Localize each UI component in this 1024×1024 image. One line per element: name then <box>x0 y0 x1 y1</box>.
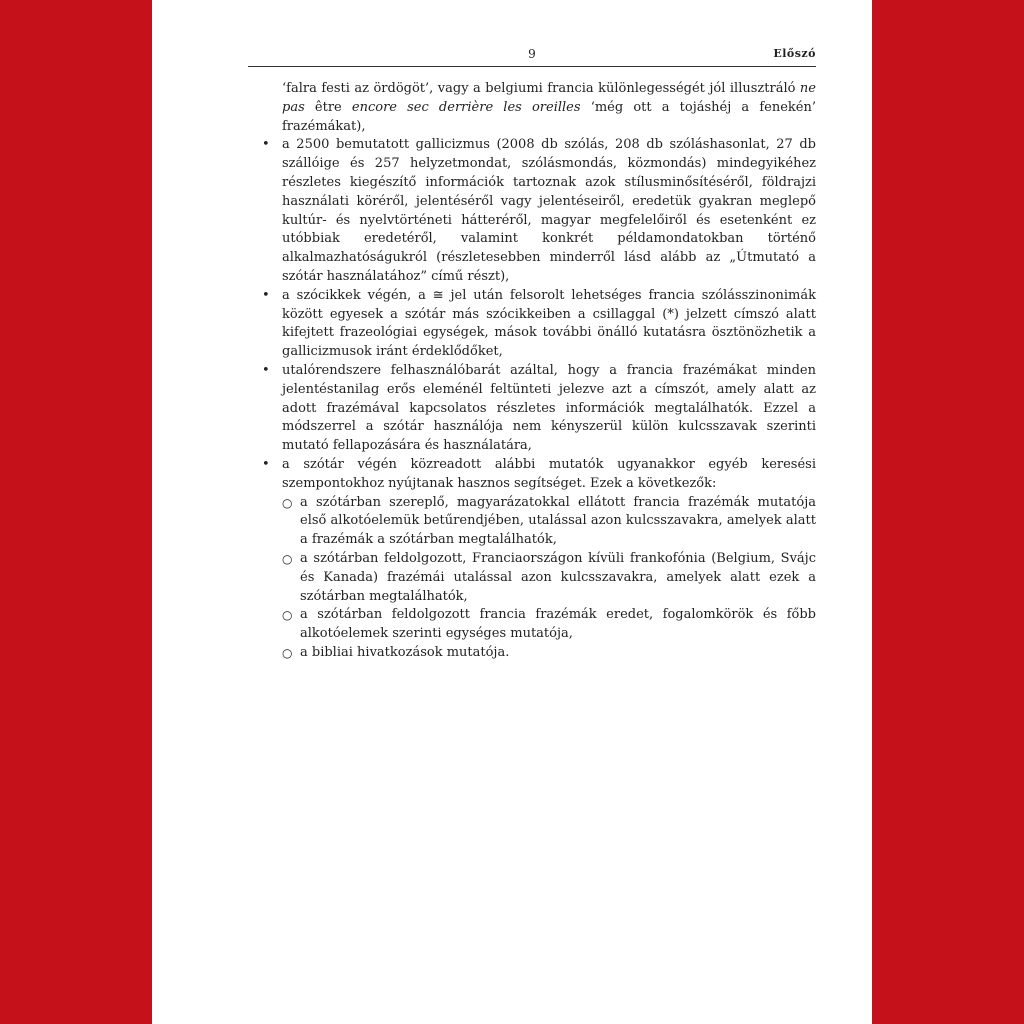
circle-marker: ○ <box>282 551 293 566</box>
sub-list-item <box>282 494 816 550</box>
bullet-marker: • <box>262 137 270 153</box>
text-run: être <box>304 99 352 115</box>
circle-marker: ○ <box>282 645 293 660</box>
sub-list-item <box>282 550 816 606</box>
sub-list <box>282 494 816 663</box>
sub-list-item-text: a szótárban feldolgozott francia frazémák eredet, fogalomkörök és főbb alkotóelemek szerinti egységes mutatója, <box>300 607 816 642</box>
page-number: 9 <box>528 47 536 61</box>
italic-phrase: encore sec derrière les oreilles <box>351 99 581 115</box>
sub-list-item-text: a szótárban feldolgozott, Franciaországon kívüli frankofónia (Belgium, Svájc és Kanada) frazémái utalással azon kulcsszavakra, amelyek alatt ezek a szótárban megtalálhatók, <box>300 550 816 604</box>
list-item-text: a szócikkek végén, a ≅ jel után felsorolt lehetséges francia szólásszinonimák között egyesek a szótár más szócikkeiben a csillaggal (*) jelzett címszó alatt kifejtett frazeológiai egységek, mások további önálló kutatásra ösztönözhetik a gallicizmusok iránt érdeklődőket, <box>282 287 816 360</box>
list-item-text: utalórendszere felhasználóbarát azáltal, hogy a francia frazémákat minden jelentéstanilag erős eleménél feltünteti jelezve azt a címszót, amely alatt az adott frazémával kapcsolatos részletes információk megtalálhatók. Ezzel a módszerrel a szótár használója nem kényszerül külön kulcsszavak szerinti mutató fellapozására és használatára, <box>282 362 816 454</box>
book-page <box>152 0 872 1024</box>
sub-list-item-text: a szótárban szereplő, magyarázatokkal ellátott francia frazémák mutatója első alkotóelemük betűrendjében, utalással azon kulcsszavakra, amelyek alatt a frazémák a szótárban megtalálhatók, <box>300 494 816 548</box>
running-head: Előszó <box>773 47 816 60</box>
list-item-text: a 2500 bemutatott gallicizmus (2008 db szólás, 208 db szóláshasonlat, 27 db szállóige és 257 helyzetmondat, szólásmondás, közmondás) mindegyikéhez részletes kiegészítő információk tartoznak azok stílusminősítéséről, földrajzi használati köréről, jelentéséről vagy jelentéseiről, eredetük gyakran meglepő kultúr- és nyelvtörténeti hátteréről, magyar megfelelőiről és esetenként ez utóbbiak eredetéről, valamint konkrét példamondatokban történő alkalmazhatóságukról (részletesebben minderről lásd alább az „Útmutató a szótár használatához” című részt), <box>282 137 816 284</box>
list-item <box>248 287 816 362</box>
bullet-marker: • <box>262 362 270 378</box>
sub-list-item-text: a bibliai hivatkozások mutatója. <box>300 644 510 660</box>
text-run: ‘falra festi az ördögöt’, vagy a belgiumi francia különlegességét jól illusztráló <box>282 81 800 96</box>
bullet-marker: • <box>262 287 270 303</box>
sub-list-item <box>282 644 816 663</box>
circle-marker: ○ <box>282 495 293 510</box>
bullet-marker: • <box>262 456 270 472</box>
circle-marker: ○ <box>282 608 293 623</box>
list-item <box>248 456 816 663</box>
italic-phrase: ne pas <box>282 81 816 115</box>
page-header <box>248 44 816 67</box>
bullet-list <box>248 136 816 662</box>
continuation-paragraph <box>282 80 816 136</box>
text-run: ‘még ott a tojáshéj a fenekén’ frazémákat), <box>282 99 816 134</box>
list-item <box>248 136 816 286</box>
list-item-text: a szótár végén közreadott alábbi mutatók ugyanakkor egyéb keresési szempontokhoz nyújtanak hasznos segítséget. Ezek a következők: <box>282 456 816 491</box>
list-item <box>248 362 816 456</box>
sub-list-item <box>282 606 816 644</box>
page-content <box>248 80 816 663</box>
